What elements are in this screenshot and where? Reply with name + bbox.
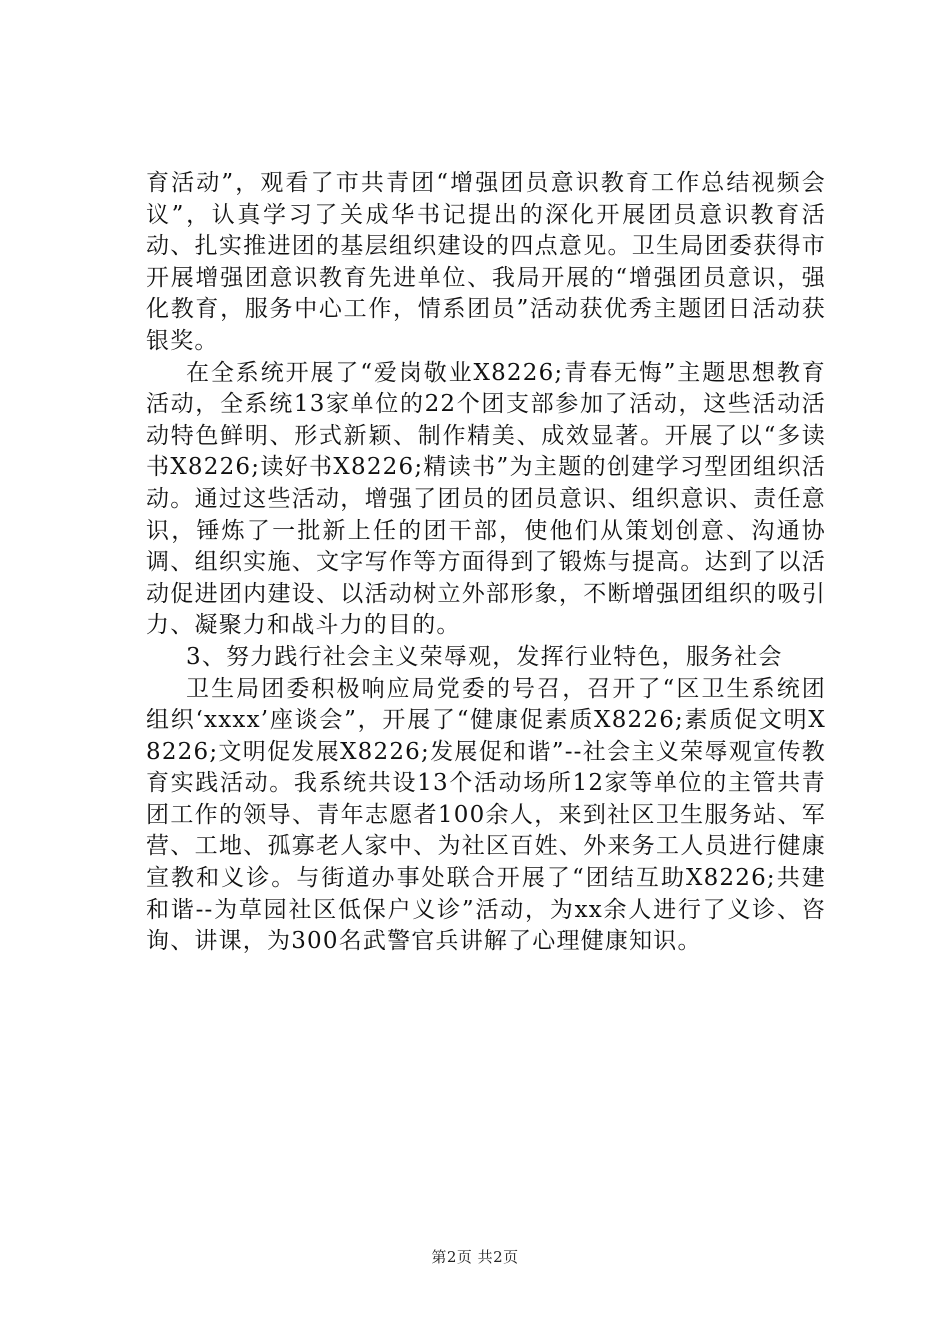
paragraph-2: 在全系统开展了“爱岗敬业X8226;青春无悔”主题思想教育活动，全系统13家单位的22个团支部参加了活动，这些活动活动特色鲜明、形式新颖、制作精美、成效显著。开展了以“多读书X8226;读好书X8226;精读书”为主题的创建学习型团组织活动。通过这些活动，增强了团员的团员意识、组织意识、责任意识，锤炼了一批新上任的团干部，使他们从策划创意、沟通协调、组织实施、文字写作等方面得到了锻炼与提高。达到了以活动促进团内建设、以活动树立外部形象，不断增强团组织的吸引力、凝聚力和战斗力的目的。 [146,359,826,639]
document-body [146,168,826,958]
paragraph-4: 卫生局团委积极响应局党委的号召，召开了“区卫生系统团组织‘xxxx’座谈会”，开展了“健康促素质X8226;素质促文明X8226;文明促发展X8226;发展促和谐”--社会主义荣辱观宣传教育实践活动。我系统共设13个活动场所12家等单位的主管共青团工作的领导、青年志愿者100余人，来到社区卫生服务站、军营、工地、孤寡老人家中、为社区百姓、外来务工人员进行健康宣教和义诊。与街道办事处联合开展了“团结互助X8226;共建和谐--为草园社区低保户义诊”活动，为xx余人进行了义诊、咨询、讲课，为300名武警官兵讲解了心理健康知识。 [146,675,826,955]
paragraph-1: 育活动”，观看了市共青团“增强团员意识教育工作总结视频会议”，认真学习了关成华书记提出的深化开展团员意识教育活动、扎实推进团的基层组织建设的四点意见。卫生局团委获得市开展增强团意识教育先进单位、我局开展的“增强团员意识，强化教育，服务中心工作，情系团员”活动获优秀主题团日活动获银奖。 [146,170,826,354]
section-heading-3: 3、努力践行社会主义荣辱观，发挥行业特色，服务社会 [186,643,783,670]
page-number-footer: 第2页 共2页 [431,1248,519,1266]
